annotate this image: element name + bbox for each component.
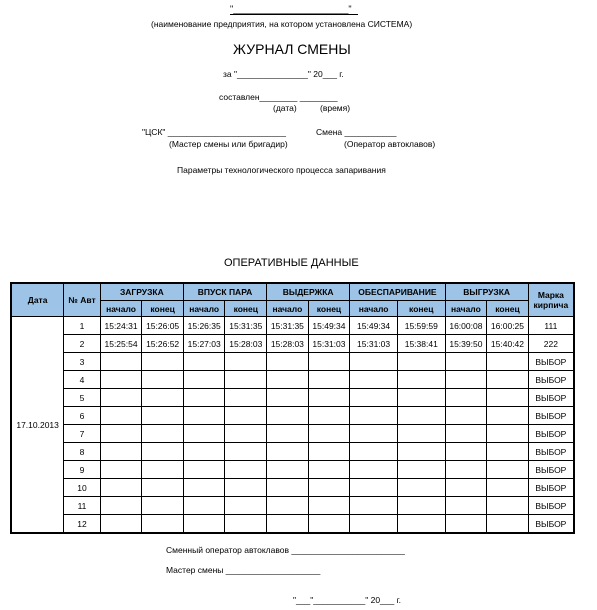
time-cell[interactable]	[183, 353, 225, 371]
time-cell[interactable]	[487, 497, 529, 515]
time-cell[interactable]: 15:31:35	[225, 317, 267, 335]
autoclave-number-cell: 3	[64, 353, 101, 371]
subheader-end: конец	[397, 301, 445, 317]
time-cell[interactable]	[100, 515, 142, 534]
time-cell[interactable]	[397, 461, 445, 479]
table-row	[11, 335, 574, 353]
subheader-end: конец	[142, 301, 184, 317]
time-caption: (время)	[320, 103, 351, 113]
time-cell[interactable]	[183, 443, 225, 461]
ops-title: ОПЕРАТИВНЫЕ ДАННЫЕ	[224, 257, 359, 269]
time-cell[interactable]	[225, 407, 267, 425]
time-cell[interactable]	[308, 497, 350, 515]
time-cell[interactable]	[487, 407, 529, 425]
operator-caption: (Оператор автоклавов)	[344, 139, 436, 149]
autoclave-number-cell: 11	[64, 497, 101, 515]
time-cell[interactable]	[487, 461, 529, 479]
subheader-start: начало	[445, 301, 487, 317]
time-cell[interactable]	[100, 497, 142, 515]
subheader-end: конец	[487, 301, 529, 317]
time-cell[interactable]	[183, 497, 225, 515]
table-row	[11, 515, 574, 534]
time-cell[interactable]	[225, 497, 267, 515]
time-cell[interactable]	[445, 461, 487, 479]
time-cell[interactable]	[350, 425, 398, 443]
brick-brand-cell[interactable]: ВЫБОР	[528, 425, 574, 443]
table-row	[11, 461, 574, 479]
time-cell[interactable]	[308, 515, 350, 534]
time-cell[interactable]: 15:59:59	[397, 317, 445, 335]
time-cell[interactable]	[100, 479, 142, 497]
page-title: ЖУРНАЛ СМЕНЫ	[233, 41, 351, 57]
header-steam-release: ОБЕСПАРИВАНИЕ	[350, 283, 445, 301]
time-cell[interactable]	[225, 425, 267, 443]
header-loading: ЗАГРУЗКА	[100, 283, 183, 301]
time-cell[interactable]	[397, 425, 445, 443]
time-cell[interactable]	[142, 389, 184, 407]
time-cell[interactable]	[267, 353, 309, 371]
table-row	[11, 443, 574, 461]
time-cell[interactable]	[445, 425, 487, 443]
table-row	[11, 497, 574, 515]
params-title: Параметры технологического процесса запаривания	[177, 165, 386, 175]
time-cell[interactable]	[487, 443, 529, 461]
time-cell[interactable]: 16:00:25	[487, 317, 529, 335]
time-cell[interactable]	[397, 497, 445, 515]
time-cell[interactable]: 15:27:03	[183, 335, 225, 353]
time-cell[interactable]	[225, 443, 267, 461]
autoclave-number-cell: 6	[64, 407, 101, 425]
time-cell[interactable]	[267, 515, 309, 534]
csk-line: "ЦСК" _________________________	[142, 127, 286, 137]
enterprise-underline	[230, 14, 358, 15]
time-cell[interactable]	[267, 407, 309, 425]
time-cell[interactable]	[142, 497, 184, 515]
subheader-start: начало	[100, 301, 142, 317]
time-cell[interactable]	[267, 425, 309, 443]
time-cell[interactable]	[487, 353, 529, 371]
time-cell[interactable]	[308, 407, 350, 425]
time-cell[interactable]	[100, 353, 142, 371]
time-cell[interactable]	[487, 389, 529, 407]
time-cell[interactable]	[487, 515, 529, 534]
table-row	[11, 371, 574, 389]
time-cell[interactable]	[397, 407, 445, 425]
time-cell[interactable]	[350, 353, 398, 371]
time-cell[interactable]: 15:40:42	[487, 335, 529, 353]
table-row	[11, 425, 574, 443]
brick-brand-cell[interactable]: ВЫБОР	[528, 389, 574, 407]
time-cell[interactable]: 15:25:54	[100, 335, 142, 353]
autoclave-number-cell: 8	[64, 443, 101, 461]
time-cell[interactable]	[487, 371, 529, 389]
time-cell[interactable]	[350, 443, 398, 461]
brick-brand-cell[interactable]: ВЫБОР	[528, 497, 574, 515]
shift-line: Смена ___________	[316, 127, 397, 137]
time-cell[interactable]: 15:49:34	[350, 317, 398, 335]
time-cell[interactable]	[397, 515, 445, 534]
time-cell[interactable]	[267, 461, 309, 479]
brick-brand-cell[interactable]: 222	[528, 335, 574, 353]
header-date: Дата	[11, 283, 64, 317]
time-cell[interactable]	[445, 407, 487, 425]
brick-brand-cell[interactable]: ВЫБОР	[528, 479, 574, 497]
time-cell[interactable]	[100, 443, 142, 461]
time-cell[interactable]	[100, 371, 142, 389]
brick-brand-cell[interactable]: ВЫБОР	[528, 371, 574, 389]
brick-brand-cell[interactable]: ВЫБОР	[528, 515, 574, 534]
time-cell[interactable]	[267, 479, 309, 497]
subheader-end: конец	[308, 301, 350, 317]
time-cell[interactable]	[142, 443, 184, 461]
time-cell[interactable]	[445, 497, 487, 515]
header-unloading: ВЫГРУЗКА	[445, 283, 528, 301]
time-cell[interactable]: 15:39:50	[445, 335, 487, 353]
time-cell[interactable]	[350, 461, 398, 479]
brick-brand-cell[interactable]: 111	[528, 317, 574, 335]
time-cell[interactable]: 15:26:52	[142, 335, 184, 353]
time-cell[interactable]	[267, 371, 309, 389]
table-row	[11, 407, 574, 425]
time-cell[interactable]	[183, 461, 225, 479]
table-row	[11, 353, 574, 371]
time-cell[interactable]	[445, 443, 487, 461]
date-caption: (дата)	[273, 103, 297, 113]
time-cell[interactable]	[183, 479, 225, 497]
time-cell[interactable]	[225, 515, 267, 534]
time-cell[interactable]	[267, 497, 309, 515]
time-cell[interactable]	[397, 353, 445, 371]
time-cell[interactable]	[225, 353, 267, 371]
time-cell[interactable]: 15:24:31	[100, 317, 142, 335]
time-cell[interactable]: 15:31:35	[267, 317, 309, 335]
autoclave-number-cell: 10	[64, 479, 101, 497]
time-cell[interactable]: 16:00:08	[445, 317, 487, 335]
time-cell[interactable]	[445, 353, 487, 371]
time-cell[interactable]	[308, 371, 350, 389]
time-cell[interactable]	[142, 479, 184, 497]
autoclave-number-cell: 2	[64, 335, 101, 353]
time-cell[interactable]	[445, 371, 487, 389]
time-cell[interactable]: 15:31:03	[350, 335, 398, 353]
master-signature-line: Мастер смены ____________________	[166, 565, 321, 575]
time-cell[interactable]	[350, 515, 398, 534]
time-cell[interactable]	[142, 425, 184, 443]
time-cell[interactable]	[183, 389, 225, 407]
time-cell[interactable]	[445, 515, 487, 534]
time-cell[interactable]	[183, 515, 225, 534]
time-cell[interactable]	[267, 389, 309, 407]
autoclave-number-cell: 1	[64, 317, 101, 335]
time-cell[interactable]	[142, 461, 184, 479]
table-row	[11, 479, 574, 497]
operator-signature-line: Сменный оператор автоклавов ________________________	[166, 545, 405, 555]
master-caption: (Мастер смены или бригадир)	[169, 139, 288, 149]
time-cell[interactable]	[100, 389, 142, 407]
time-cell[interactable]: 15:26:35	[183, 317, 225, 335]
autoclave-number-cell: 9	[64, 461, 101, 479]
compiled-line: составлен________ ________	[219, 92, 338, 102]
subheader-start: начало	[183, 301, 225, 317]
autoclave-number-cell: 12	[64, 515, 101, 534]
time-cell[interactable]	[350, 371, 398, 389]
time-cell[interactable]	[142, 353, 184, 371]
header-autoclave-number: № Авт	[64, 283, 101, 317]
time-cell[interactable]	[225, 389, 267, 407]
autoclave-number-cell: 5	[64, 389, 101, 407]
time-cell[interactable]	[183, 425, 225, 443]
time-cell[interactable]	[183, 407, 225, 425]
time-cell[interactable]	[397, 371, 445, 389]
time-cell[interactable]	[308, 389, 350, 407]
time-cell[interactable]	[308, 353, 350, 371]
subheader-start: начало	[267, 301, 309, 317]
enterprise-caption: (наименование предприятия, на котором установлена СИСТЕМА)	[151, 19, 413, 29]
table-row	[11, 317, 574, 335]
header-steam-inlet: ВПУСК ПАРА	[183, 283, 266, 301]
brick-brand-cell[interactable]: ВЫБОР	[528, 407, 574, 425]
time-cell[interactable]	[350, 389, 398, 407]
header-brick-brand: Марка кирпича	[528, 283, 574, 317]
time-cell[interactable]	[308, 425, 350, 443]
time-cell[interactable]	[100, 461, 142, 479]
autoclave-number-cell: 7	[64, 425, 101, 443]
time-cell[interactable]	[487, 425, 529, 443]
time-cell[interactable]	[225, 461, 267, 479]
time-cell[interactable]	[308, 443, 350, 461]
time-cell[interactable]	[397, 389, 445, 407]
subheader-start: начало	[350, 301, 398, 317]
enterprise-name-line: "_______________________"	[230, 4, 352, 14]
time-cell[interactable]: 15:28:03	[267, 335, 309, 353]
time-cell[interactable]	[350, 407, 398, 425]
autoclave-number-cell: 4	[64, 371, 101, 389]
time-cell[interactable]: 15:31:03	[308, 335, 350, 353]
footer-date-line: "___"___________" 20___ г.	[293, 595, 402, 605]
time-cell[interactable]	[142, 407, 184, 425]
table-row	[11, 389, 574, 407]
time-cell[interactable]	[100, 407, 142, 425]
time-cell[interactable]: 15:49:34	[308, 317, 350, 335]
time-cell[interactable]	[350, 497, 398, 515]
time-cell[interactable]	[225, 479, 267, 497]
time-cell[interactable]	[267, 443, 309, 461]
brick-brand-cell[interactable]: ВЫБОР	[528, 353, 574, 371]
time-cell[interactable]	[445, 479, 487, 497]
time-cell[interactable]	[445, 389, 487, 407]
time-cell[interactable]: 15:28:03	[225, 335, 267, 353]
operational-data-table	[10, 282, 575, 534]
date-cell: 17.10.2013	[11, 317, 64, 534]
time-cell[interactable]: 15:38:41	[397, 335, 445, 353]
time-cell[interactable]	[142, 515, 184, 534]
brick-brand-cell[interactable]: ВЫБОР	[528, 443, 574, 461]
time-cell[interactable]	[142, 371, 184, 389]
period-line: за "_______________" 20___ г.	[223, 69, 344, 79]
subheader-end: конец	[225, 301, 267, 317]
time-cell[interactable]	[308, 479, 350, 497]
header-holding: ВЫДЕРЖКА	[267, 283, 350, 301]
time-cell[interactable]	[183, 371, 225, 389]
time-cell[interactable]	[100, 425, 142, 443]
time-cell[interactable]	[350, 479, 398, 497]
time-cell[interactable]: 15:26:05	[142, 317, 184, 335]
time-cell[interactable]	[225, 371, 267, 389]
time-cell[interactable]	[397, 479, 445, 497]
time-cell[interactable]	[487, 479, 529, 497]
time-cell[interactable]	[308, 461, 350, 479]
brick-brand-cell[interactable]: ВЫБОР	[528, 461, 574, 479]
time-cell[interactable]	[397, 443, 445, 461]
